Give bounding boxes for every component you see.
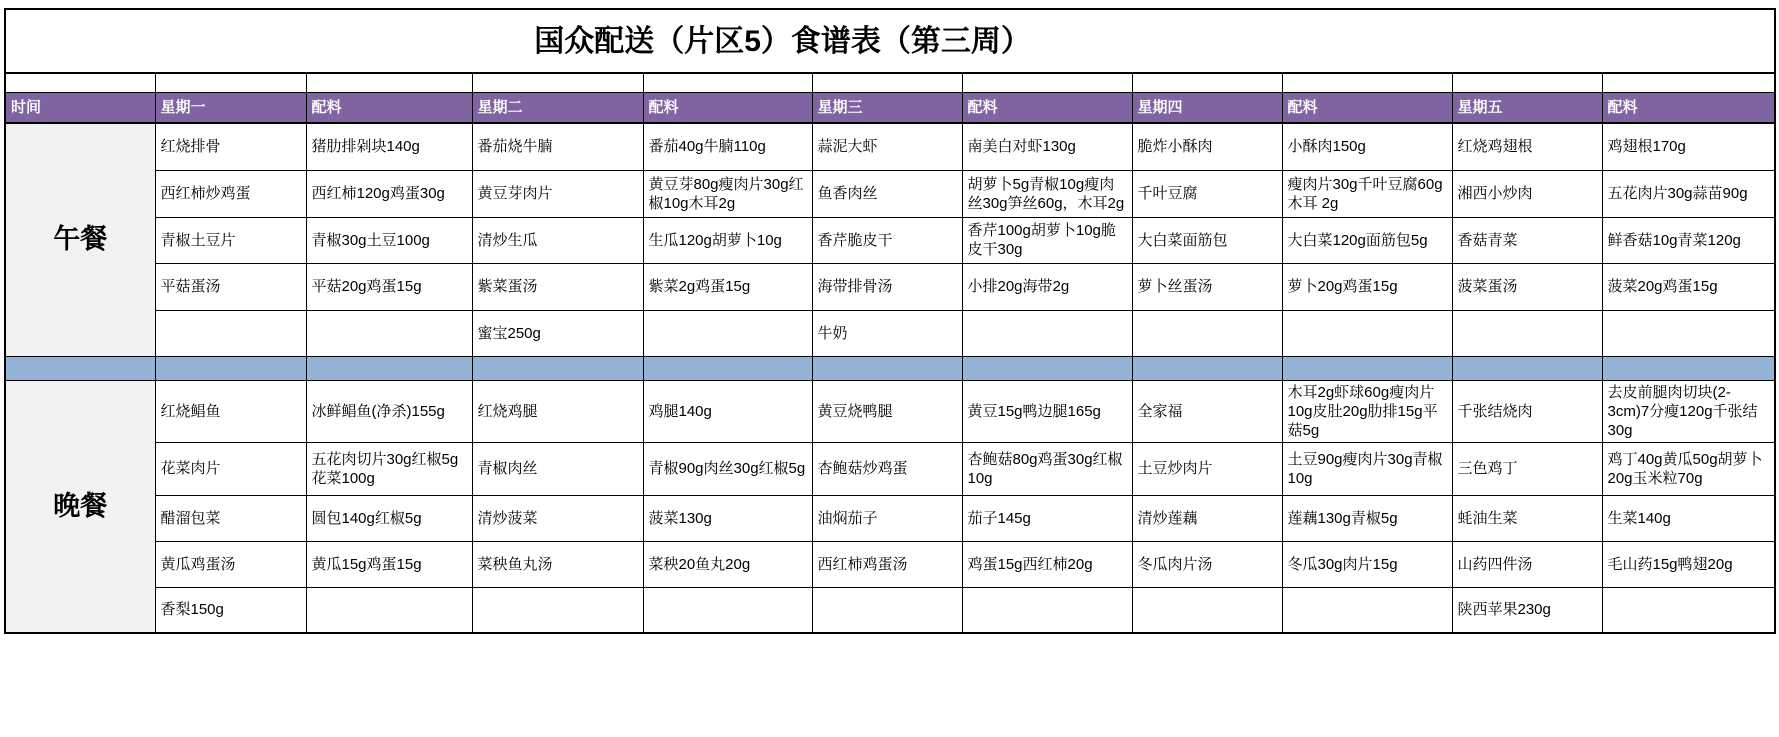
ingredient-cell[interactable] — [1282, 310, 1452, 356]
ingredient-cell[interactable]: 瘦肉片30g千叶豆腐60g木耳 2g — [1282, 170, 1452, 217]
spacer-cell[interactable] — [643, 73, 812, 93]
ingredient-cell[interactable]: 冰鲜鲳鱼(净杀)155g — [306, 380, 472, 442]
dish-cell[interactable]: 湘西小炒肉 — [1452, 170, 1602, 217]
dish-cell[interactable]: 三色鸡丁 — [1452, 442, 1602, 495]
dish-cell[interactable]: 土豆炒肉片 — [1132, 442, 1282, 495]
dish-cell[interactable]: 油焖茄子 — [812, 495, 962, 541]
menu-row — [5, 541, 1775, 587]
dish-cell[interactable]: 香芹脆皮干 — [812, 217, 962, 263]
dish-cell[interactable] — [1132, 310, 1282, 356]
dish-cell[interactable]: 平菇蛋汤 — [155, 263, 306, 310]
col-header-wednesday-ingredients[interactable]: 配料 — [962, 93, 1132, 124]
col-header-friday-ingredients[interactable]: 配料 — [1602, 93, 1775, 124]
ingredient-cell[interactable]: 冬瓜30g肉片15g — [1282, 541, 1452, 587]
ingredient-cell[interactable]: 猪肋排剁块140g — [306, 123, 472, 170]
dish-cell[interactable]: 脆炸小酥肉 — [1132, 123, 1282, 170]
dish-cell[interactable] — [1132, 587, 1282, 633]
col-header-monday[interactable]: 星期一 — [155, 93, 306, 124]
col-header-monday-ingredients[interactable]: 配料 — [306, 93, 472, 124]
ingredient-cell[interactable]: 土豆90g瘦肉片30g青椒10g — [1282, 442, 1452, 495]
dish-cell[interactable]: 海带排骨汤 — [812, 263, 962, 310]
ingredient-cell[interactable]: 香芹100g胡萝卜10g脆皮干30g — [962, 217, 1132, 263]
dish-cell[interactable]: 冬瓜肉片汤 — [1132, 541, 1282, 587]
divider-cell[interactable] — [472, 356, 643, 380]
dish-cell[interactable]: 花菜肉片 — [155, 442, 306, 495]
spacer-cell[interactable] — [306, 73, 472, 93]
ingredient-cell[interactable]: 菠菜130g — [643, 495, 812, 541]
menu-row — [5, 380, 1775, 442]
ingredient-cell[interactable] — [962, 310, 1132, 356]
menu-row — [5, 263, 1775, 310]
ingredient-cell[interactable] — [306, 587, 472, 633]
ingredient-cell[interactable]: 杏鲍菇80g鸡蛋30g红椒10g — [962, 442, 1132, 495]
menu-row — [5, 587, 1775, 633]
spacer-cell[interactable] — [812, 73, 962, 93]
menu-row — [5, 442, 1775, 495]
divider-cell[interactable] — [1132, 356, 1282, 380]
ingredient-cell[interactable]: 南美白对虾130g — [962, 123, 1132, 170]
spacer-cell[interactable] — [1282, 73, 1452, 93]
ingredient-cell[interactable]: 木耳2g虾球60g瘦肉片10g皮肚20g肋排15g平菇5g — [1282, 380, 1452, 442]
ingredient-cell[interactable]: 西红柿120g鸡蛋30g — [306, 170, 472, 217]
ingredient-cell[interactable]: 平菇20g鸡蛋15g — [306, 263, 472, 310]
ingredient-cell[interactable] — [306, 310, 472, 356]
ingredient-cell[interactable]: 菠菜20g鸡蛋15g — [1602, 263, 1775, 310]
divider-cell[interactable] — [812, 356, 962, 380]
ingredient-cell[interactable]: 生菜140g — [1602, 495, 1775, 541]
dish-cell[interactable]: 红烧鲳鱼 — [155, 380, 306, 442]
divider-cell[interactable] — [1602, 356, 1775, 380]
spacer-row — [5, 73, 1775, 93]
meal-label-lunch[interactable]: 午餐 — [5, 123, 155, 356]
menu-table — [4, 8, 1776, 634]
dish-cell[interactable]: 红烧排骨 — [155, 123, 306, 170]
col-header-thursday[interactable]: 星期四 — [1132, 93, 1282, 124]
ingredient-cell[interactable]: 青椒30g土豆100g — [306, 217, 472, 263]
dish-cell[interactable]: 番茄烧牛腩 — [472, 123, 643, 170]
divider-cell[interactable] — [5, 356, 155, 380]
dish-cell[interactable]: 黄瓜鸡蛋汤 — [155, 541, 306, 587]
dish-cell[interactable]: 陕西苹果230g — [1452, 587, 1602, 633]
dish-cell[interactable]: 黄豆烧鸭腿 — [812, 380, 962, 442]
dish-cell[interactable]: 青椒土豆片 — [155, 217, 306, 263]
dish-cell[interactable]: 红烧鸡腿 — [472, 380, 643, 442]
dish-cell[interactable]: 牛奶 — [812, 310, 962, 356]
dish-cell[interactable]: 西红柿鸡蛋汤 — [812, 541, 962, 587]
ingredient-cell[interactable] — [643, 310, 812, 356]
col-header-wednesday[interactable]: 星期三 — [812, 93, 962, 124]
ingredient-cell[interactable]: 青椒90g肉丝30g红椒5g — [643, 442, 812, 495]
dish-cell[interactable]: 醋溜包菜 — [155, 495, 306, 541]
dish-cell[interactable]: 紫菜蛋汤 — [472, 263, 643, 310]
dish-cell[interactable]: 香菇青菜 — [1452, 217, 1602, 263]
divider-cell[interactable] — [306, 356, 472, 380]
ingredient-cell[interactable] — [1602, 310, 1775, 356]
dish-cell[interactable]: 西红柿炒鸡蛋 — [155, 170, 306, 217]
col-header-friday[interactable]: 星期五 — [1452, 93, 1602, 124]
ingredient-cell[interactable]: 鸡腿140g — [643, 380, 812, 442]
dish-cell[interactable]: 菠菜蛋汤 — [1452, 263, 1602, 310]
dish-cell[interactable]: 大白菜面筋包 — [1132, 217, 1282, 263]
ingredient-cell[interactable]: 小排20g海带2g — [962, 263, 1132, 310]
dish-cell[interactable]: 香梨150g — [155, 587, 306, 633]
ingredient-cell[interactable]: 鸡翅根170g — [1602, 123, 1775, 170]
dish-cell[interactable] — [155, 310, 306, 356]
ingredient-cell[interactable]: 胡萝卜5g青椒10g瘦肉丝30g笋丝60g，木耳2g — [962, 170, 1132, 217]
menu-row — [5, 495, 1775, 541]
spacer-cell[interactable] — [1132, 73, 1282, 93]
page-title[interactable]: 国众配送（片区5）食谱表（第三周） — [5, 9, 1775, 73]
dish-cell[interactable]: 千张结烧肉 — [1452, 380, 1602, 442]
ingredient-cell[interactable]: 鸡丁40g黄瓜50g胡萝卜20g玉米粒70g — [1602, 442, 1775, 495]
col-header-time[interactable]: 时间 — [5, 93, 155, 124]
ingredient-cell[interactable]: 黄瓜15g鸡蛋15g — [306, 541, 472, 587]
meal-label-dinner[interactable]: 晚餐 — [5, 380, 155, 633]
dish-cell[interactable]: 清炒生瓜 — [472, 217, 643, 263]
dish-cell[interactable]: 清炒菠菜 — [472, 495, 643, 541]
dish-cell[interactable] — [1452, 310, 1602, 356]
divider-cell[interactable] — [155, 356, 306, 380]
menu-row — [5, 310, 1775, 356]
menu-row — [5, 123, 1775, 170]
dish-cell[interactable]: 蚝油生菜 — [1452, 495, 1602, 541]
spacer-cell[interactable] — [472, 73, 643, 93]
spacer-cell[interactable] — [1452, 73, 1602, 93]
dish-cell[interactable]: 全家福 — [1132, 380, 1282, 442]
dish-cell[interactable] — [472, 587, 643, 633]
ingredient-cell[interactable]: 去皮前腿肉切块(2-3cm)7分瘦120g千张结30g — [1602, 380, 1775, 442]
dish-cell[interactable]: 鱼香肉丝 — [812, 170, 962, 217]
dish-cell[interactable]: 青椒肉丝 — [472, 442, 643, 495]
menu-row — [5, 170, 1775, 217]
spacer-cell[interactable] — [155, 73, 306, 93]
ingredient-cell[interactable]: 萝卜20g鸡蛋15g — [1282, 263, 1452, 310]
dish-cell[interactable]: 蜜宝250g — [472, 310, 643, 356]
ingredient-cell[interactable]: 黄豆芽80g瘦肉片30g红椒10g木耳2g — [643, 170, 812, 217]
dish-cell[interactable] — [812, 587, 962, 633]
ingredient-cell[interactable] — [962, 587, 1132, 633]
spacer-cell[interactable] — [1602, 73, 1775, 93]
divider-cell[interactable] — [962, 356, 1132, 380]
ingredient-cell[interactable]: 茄子145g — [962, 495, 1132, 541]
dish-cell[interactable]: 千叶豆腐 — [1132, 170, 1282, 217]
menu-row — [5, 217, 1775, 263]
ingredient-cell[interactable]: 鲜香菇10g青菜120g — [1602, 217, 1775, 263]
col-header-tuesday-ingredients[interactable]: 配料 — [643, 93, 812, 124]
meal-divider-row — [5, 356, 1775, 380]
ingredient-cell[interactable]: 生瓜120g胡萝卜10g — [643, 217, 812, 263]
dish-cell[interactable]: 蒜泥大虾 — [812, 123, 962, 170]
divider-cell[interactable] — [1452, 356, 1602, 380]
dish-cell[interactable]: 萝卜丝蛋汤 — [1132, 263, 1282, 310]
ingredient-cell[interactable] — [1602, 587, 1775, 633]
ingredient-cell[interactable]: 紫菜2g鸡蛋15g — [643, 263, 812, 310]
ingredient-cell[interactable]: 菜秧20鱼丸20g — [643, 541, 812, 587]
divider-cell[interactable] — [643, 356, 812, 380]
dish-cell[interactable]: 山药四件汤 — [1452, 541, 1602, 587]
ingredient-cell[interactable]: 毛山药15g鸭翅20g — [1602, 541, 1775, 587]
ingredient-cell[interactable] — [1282, 587, 1452, 633]
ingredient-cell[interactable]: 鸡蛋15g西红柿20g — [962, 541, 1132, 587]
dish-cell[interactable]: 清炒莲藕 — [1132, 495, 1282, 541]
dish-cell[interactable]: 菜秧鱼丸汤 — [472, 541, 643, 587]
menu-table-body — [5, 123, 1775, 633]
ingredient-cell[interactable]: 小酥肉150g — [1282, 123, 1452, 170]
dish-cell[interactable]: 杏鲍菇炒鸡蛋 — [812, 442, 962, 495]
col-header-thursday-ingredients[interactable]: 配料 — [1282, 93, 1452, 124]
ingredient-cell[interactable]: 大白菜120g面筋包5g — [1282, 217, 1452, 263]
ingredient-cell[interactable]: 莲藕130g青椒5g — [1282, 495, 1452, 541]
dish-cell[interactable]: 红烧鸡翅根 — [1452, 123, 1602, 170]
ingredient-cell[interactable]: 五花肉片30g蒜苗90g — [1602, 170, 1775, 217]
ingredient-cell[interactable]: 五花肉切片30g红椒5g花菜100g — [306, 442, 472, 495]
ingredient-cell[interactable]: 番茄40g牛腩110g — [643, 123, 812, 170]
spacer-cell[interactable] — [962, 73, 1132, 93]
ingredient-cell[interactable]: 圆包140g红椒5g — [306, 495, 472, 541]
col-header-tuesday[interactable]: 星期二 — [472, 93, 643, 124]
table-header-row — [5, 93, 1775, 124]
title-row — [5, 9, 1775, 73]
spacer-cell[interactable] — [5, 73, 155, 93]
ingredient-cell[interactable] — [643, 587, 812, 633]
ingredient-cell[interactable]: 黄豆15g鸭边腿165g — [962, 380, 1132, 442]
dish-cell[interactable]: 黄豆芽肉片 — [472, 170, 643, 217]
divider-cell[interactable] — [1282, 356, 1452, 380]
